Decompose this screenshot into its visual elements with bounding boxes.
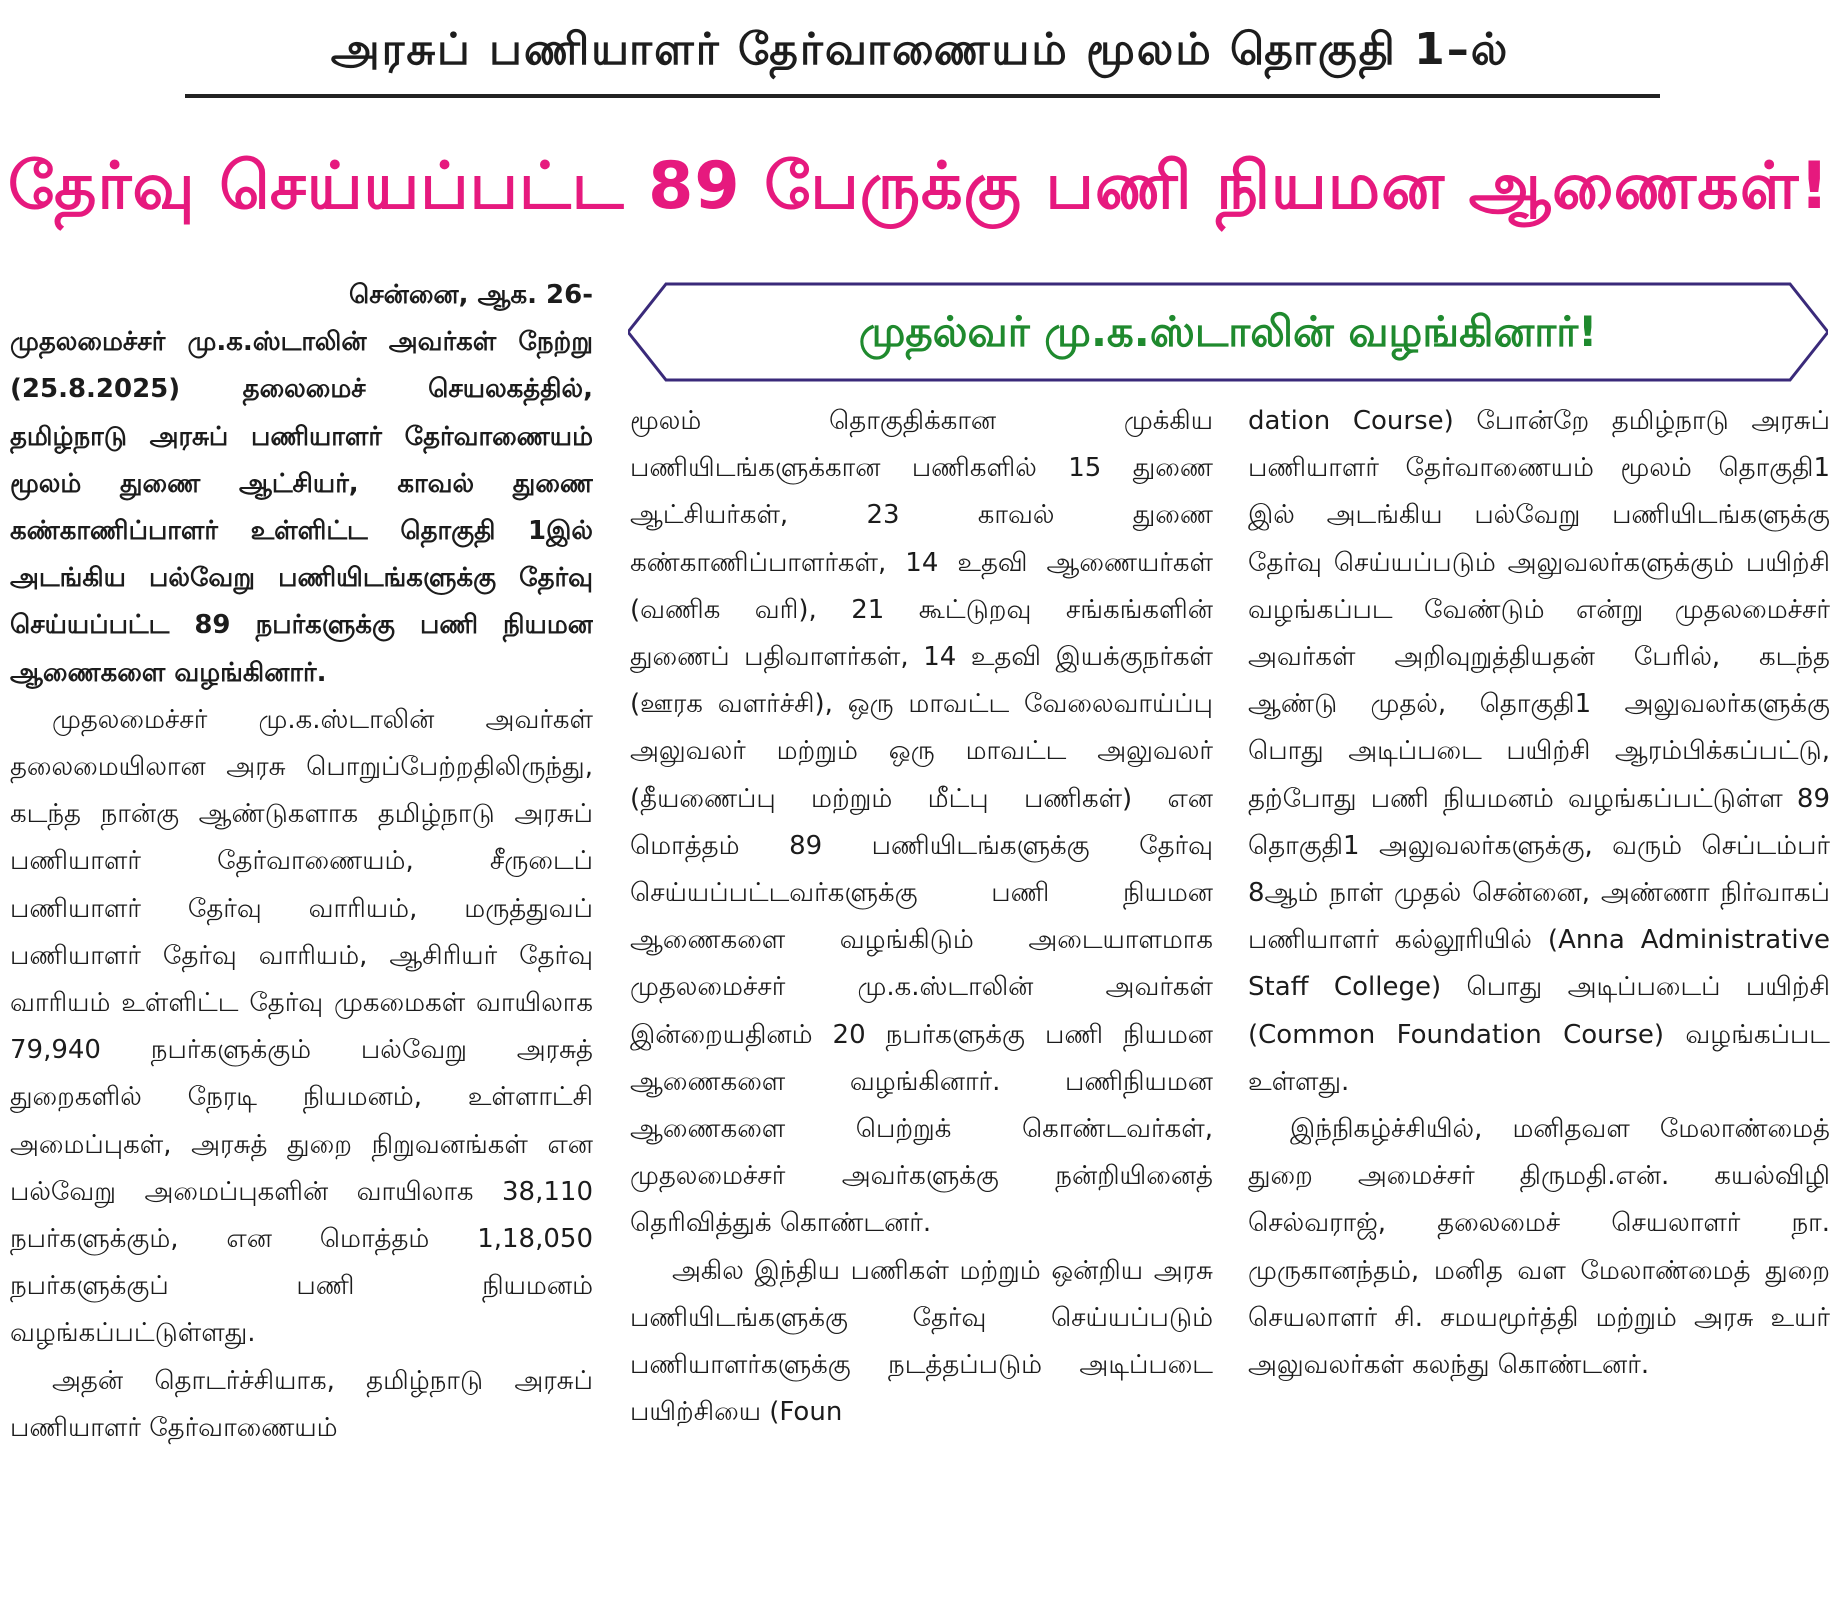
article-column-3 (1248, 398, 1830, 1602)
body-paragraph: முதலமைச்சர் மு.க.ஸ்டாலின் அவர்கள் தலைமையிலான அரசு பொறுப்பேற்றதிலிருந்து, கடந்த நான்கு ஆண்டுகளாக தமிழ்நாடு அரசுப் பணியாளர் தேர்வாணையம், சீருடைப் பணியாளர் தேர்வு வாரியம், மருத்துவப் பணியாளர் தேர்வு வாரியம், ஆசிரியர் தேர்வு வாரியம் உள்ளிட்ட தேர்வு முகமைகள் வாயிலாக 79,940 நபர்களுக்கும் பல்வேறு அரசுத் துறைகளில் நேரடி நியமனம், உள்ளாட்சி அமைப்புகள், அரசுத் துறை நிறுவனங்கள் என பல்வேறு அமைப்புகளின் வாயிலாக 38,110 நபர்களுக்கும், என மொத்தம் 1,18,050 நபர்களுக்குப் பணி நியமனம் வழங்கப்பட்டுள்ளது. (10, 704, 593, 1349)
kicker-headline: அரசுப் பணியாளர் தேர்வாணையம் மூலம் தொகுதி 1–ல் (330, 24, 1510, 75)
body-paragraph: அகில இந்திய பணிகள் மற்றும் ஒன்றிய அரசு பணியிடங்களுக்கு தேர்வு செய்யப்படும் பணியாளர்களுக்கு நடத்தப்படும் அடிப்படை பயிற்சியை (Foun (630, 1255, 1213, 1428)
byline-banner (628, 278, 1828, 386)
body-paragraph: இந்நிகழ்ச்சியில், மனிதவள மேலாண்மைத் துறை அமைச்சர் திருமதி.என். கயல்விழி செல்வராஜ், தலைமைச் செயலாளர் நா. முருகானந்தம், மனித வள மேலாண்மைத் துறை செயலாளர் சி. சமயமூர்த்தி மற்றும் அரசு உயர் அலுவலர்கள் கலந்து கொண்டனர். (1248, 1114, 1830, 1381)
dateline: சென்னை, ஆக. 26- (348, 280, 593, 310)
byline-text: முதல்வர் மு.க.ஸ்டாலின் வழங்கினார்! (858, 307, 1598, 356)
main-headline: தேர்வு செய்யப்பட்ட 89 பேருக்கு பணி நியமன ஆணைகள்! (7, 149, 1831, 224)
kicker-underline (185, 94, 1660, 98)
body-paragraph: மூலம் தொகுதிக்கான முக்கிய பணியிடங்களுக்கான பணிகளில் 15 துணை ஆட்சியர்கள், 23 காவல் துணை கண்காணிப்பாளர்கள், 14 உதவி ஆணையர்கள் (வணிக வரி), 21 கூட்டுறவு சங்கங்களின் துணைப் பதிவாளர்கள், 14 உதவி இயக்குநர்கள் (ஊரக வளர்ச்சி), ஒரு மாவட்ட வேலைவாய்ப்பு அலுவலர் மற்றும் ஒரு மாவட்ட அலுவலர் (தீயணைப்பு மற்றும் மீட்பு பணிகள்) என மொத்தம் 89 பணியிடங்களுக்கு தேர்வு செய்யப்பட்டவர்களுக்கு பணி நியமன ஆணைகளை வழங்கிடும் அடையாளமாக முதலமைச்சர் மு.க.ஸ்டாலின் அவர்கள் இன்றையதினம் 20 நபர்களுக்கு பணி நியமன ஆணைகளை வழங்கினார். பணிநியமன ஆணைகளை பெற்றுக் கொண்டவர்கள், முதலமைச்சர் அவர்களுக்கு நன்றியினைத் தெரிவித்துக் கொண்டனர். (630, 406, 1213, 1239)
article-column-1 (10, 272, 593, 1602)
article-column-2 (630, 398, 1213, 1602)
body-paragraph: அதன் தொடர்ச்சியாக, தமிழ்நாடு அரசுப் பணியாளர் தேர்வாணையம் (10, 1365, 593, 1443)
lead-paragraph: முதலமைச்சர் மு.க.ஸ்டாலின் அவர்கள் நேற்று (25.8.2025) தலைமைச் செயலகத்தில், தமிழ்நாடு அரசுப் பணியாளர் தேர்வாணையம் மூலம் துணை ஆட்சியர், காவல் துணை கண்காணிப்பாளர் உள்ளிட்ட தொகுதி 1இல் அடங்கிய பல்வேறு பணியிடங்களுக்கு தேர்வு செய்யப்பட்ட 89 நபர்களுக்கு பணி நியமன ஆணைகளை வழங்கினார். (10, 327, 593, 688)
body-paragraph: dation Course) போன்றே தமிழ்நாடு அரசுப் பணியாளர் தேர்வாணையம் மூலம் தொகுதி1 இல் அடங்கிய பல்வேறு பணியிடங்களுக்கு தேர்வு செய்யப்படும் அலுவலர்களுக்கும் பயிற்சி வழங்கப்பட வேண்டும் என்று முதலமைச்சர் அவர்கள் அறிவுறுத்தியதன் பேரில், கடந்த ஆண்டு முதல், தொகுதி1 அலுவலர்களுக்கு பொது அடிப்படை பயிற்சி ஆரம்பிக்கப்பட்டு, தற்போது பணி நியமனம் வழங்கப்பட்டுள்ள 89 தொகுதி1 அலுவலர்களுக்கு, வரும் செப்டம்பர் 8ஆம் நாள் முதல் சென்னை, அண்ணா நிர்வாகப் பணியாளர் கல்லூரியில் (Anna Administrative Staff College) பொது அடிப்படைப் பயிற்சி (Common Foundation Course) வழங்கப்பட உள்ளது. (1248, 406, 1830, 1097)
